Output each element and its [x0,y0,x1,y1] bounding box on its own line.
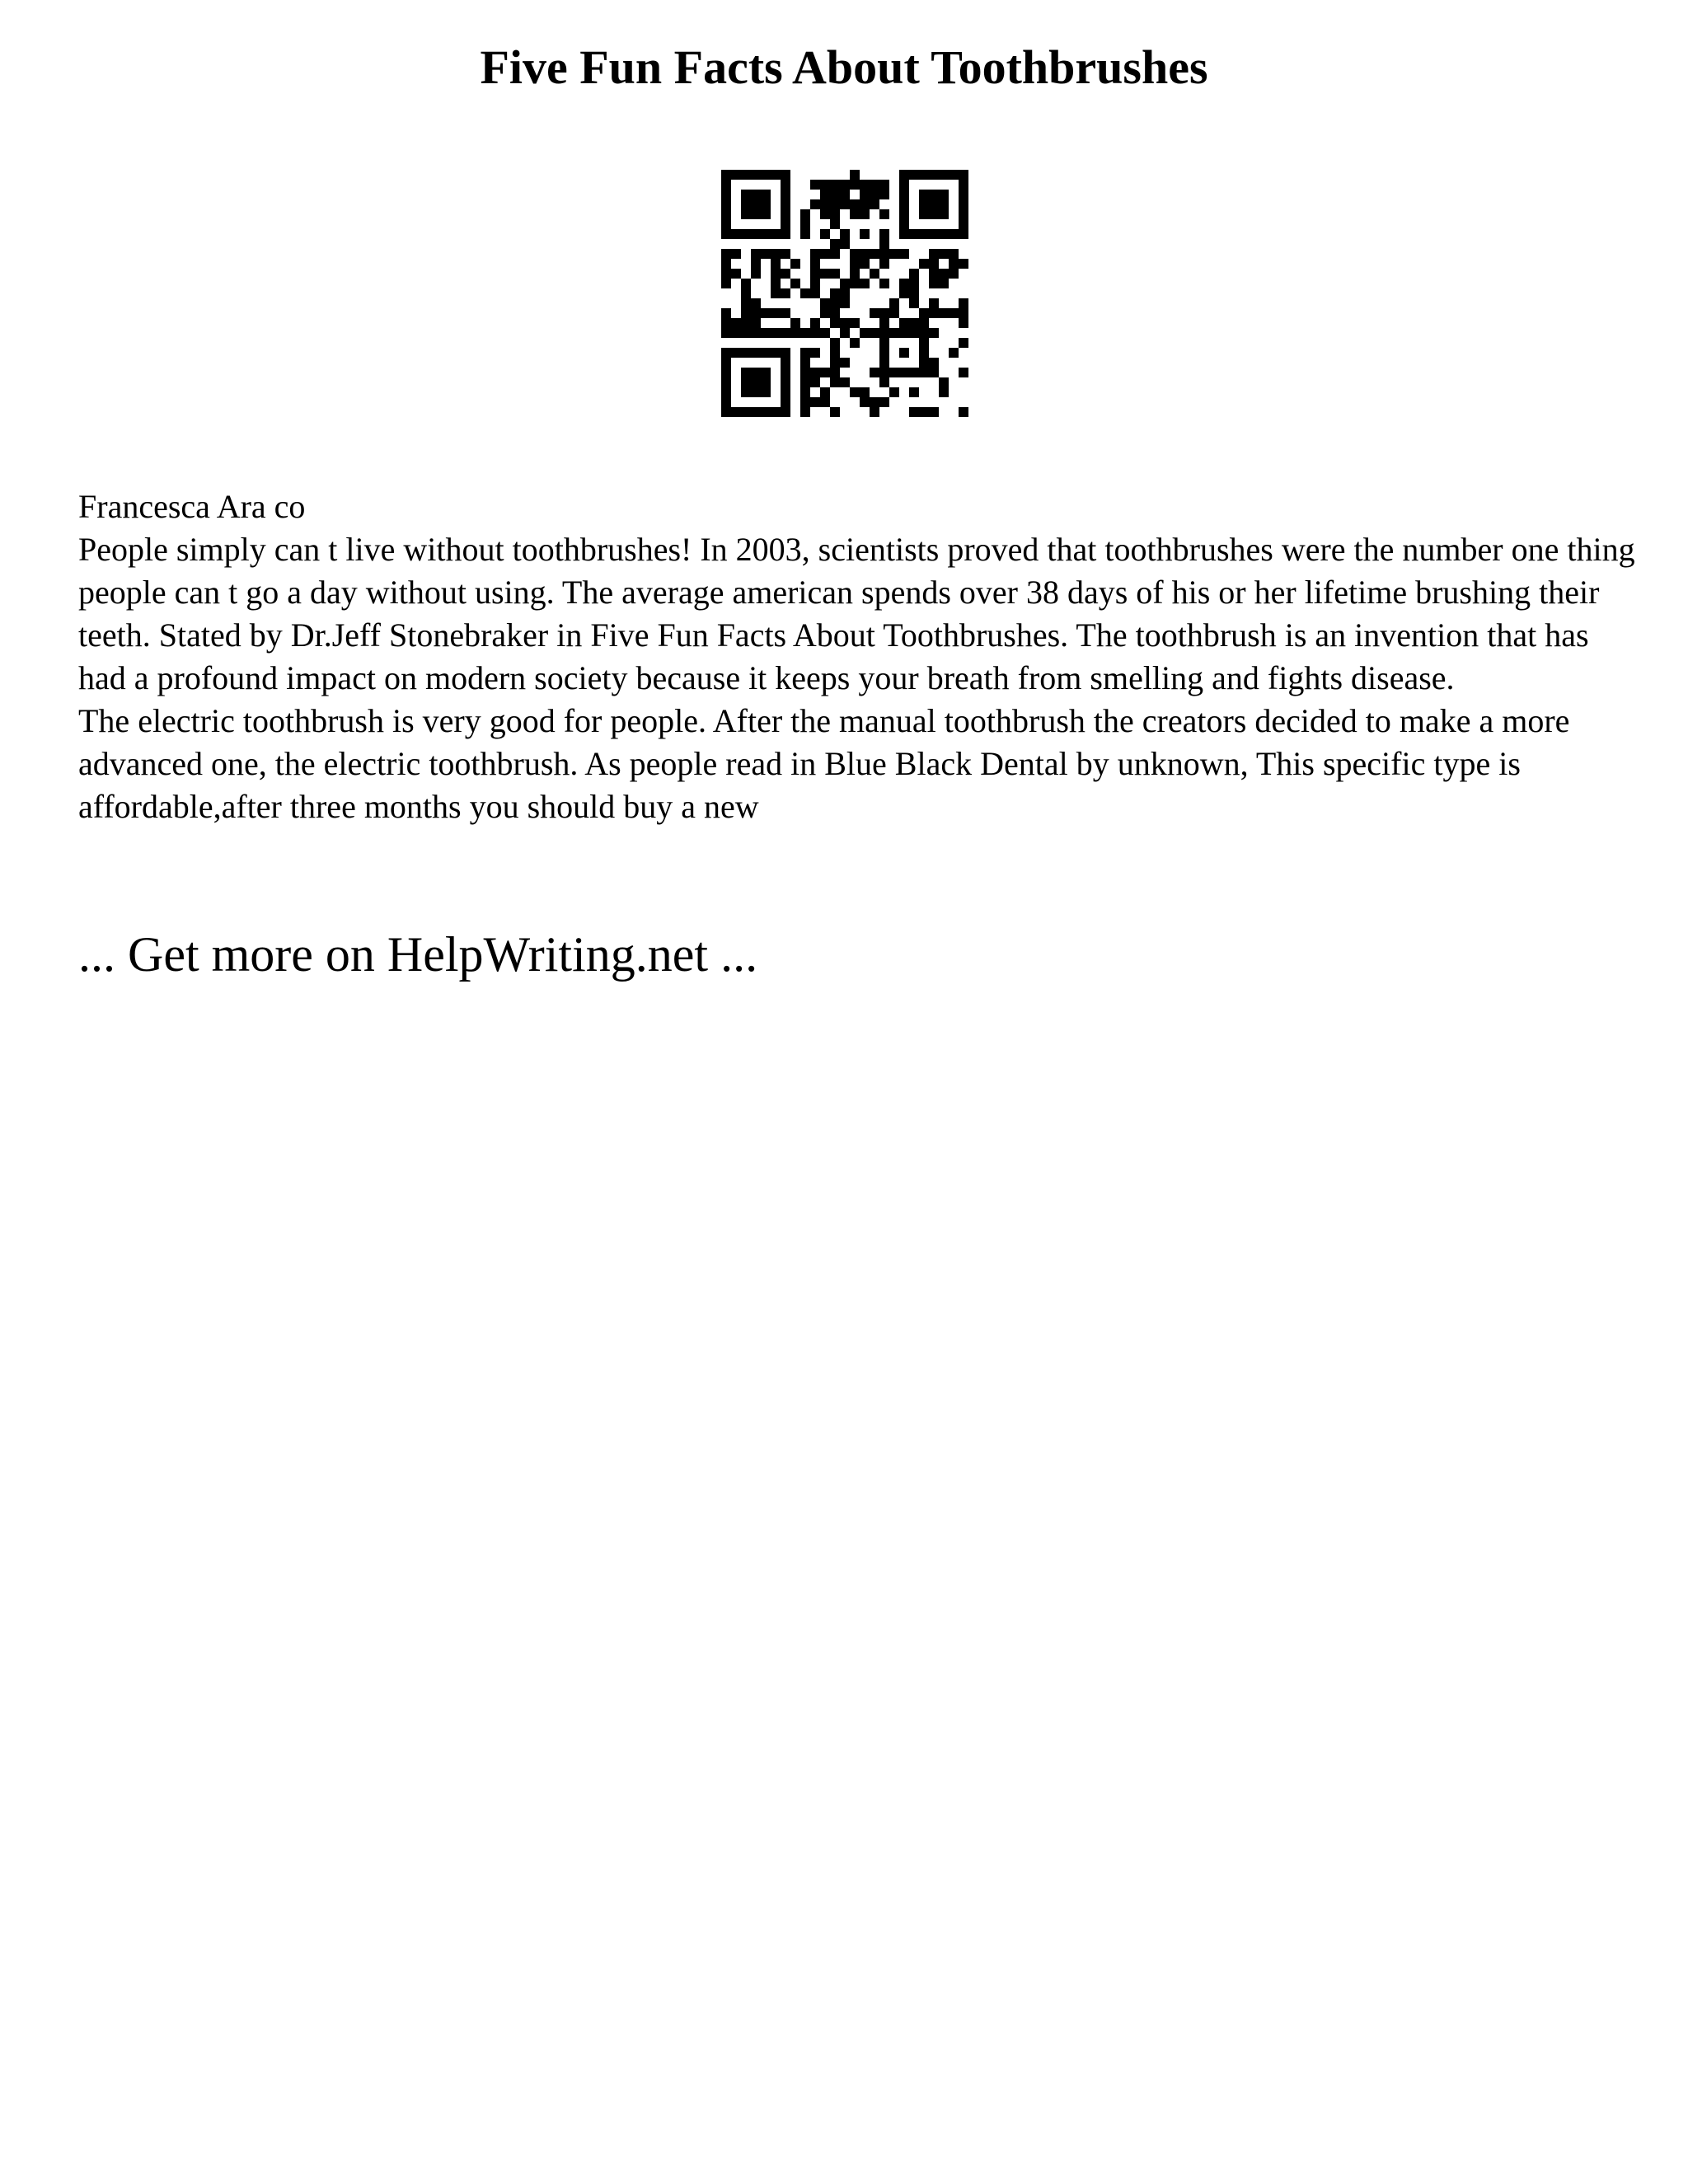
page-title: Five Fun Facts About Toothbrushes [480,40,1208,94]
paragraph-1: People simply can t live without toothbrushes! In 2003, scientists proved that toothbrushes were the number one thing people can t go a day without using. The average american spends over 38 days of his or her lifetime brushing their teeth. Stated by Dr.Jeff Stonebraker in Five Fun Facts About Toothbrushes. The toothbrush is an invention that has had a profound impact on modern society because it keeps your breath from smelling and fights disease. [78,531,1635,696]
qr-code-icon [721,170,968,417]
author-line: Francesca Ara co [78,488,306,525]
paragraph-2: The electric toothbrush is very good for people. After the manual toothbrush the creators decided to make a more advanced one, the electric toothbrush. As people read in Blue Black Dental by unknown, This specific type is affordable,after three months you should buy a new [78,702,1570,825]
qr-code-graphic [721,170,968,417]
body-text [78,485,1644,828]
get-more-link[interactable]: ... Get more on HelpWriting.net ... [78,927,758,982]
